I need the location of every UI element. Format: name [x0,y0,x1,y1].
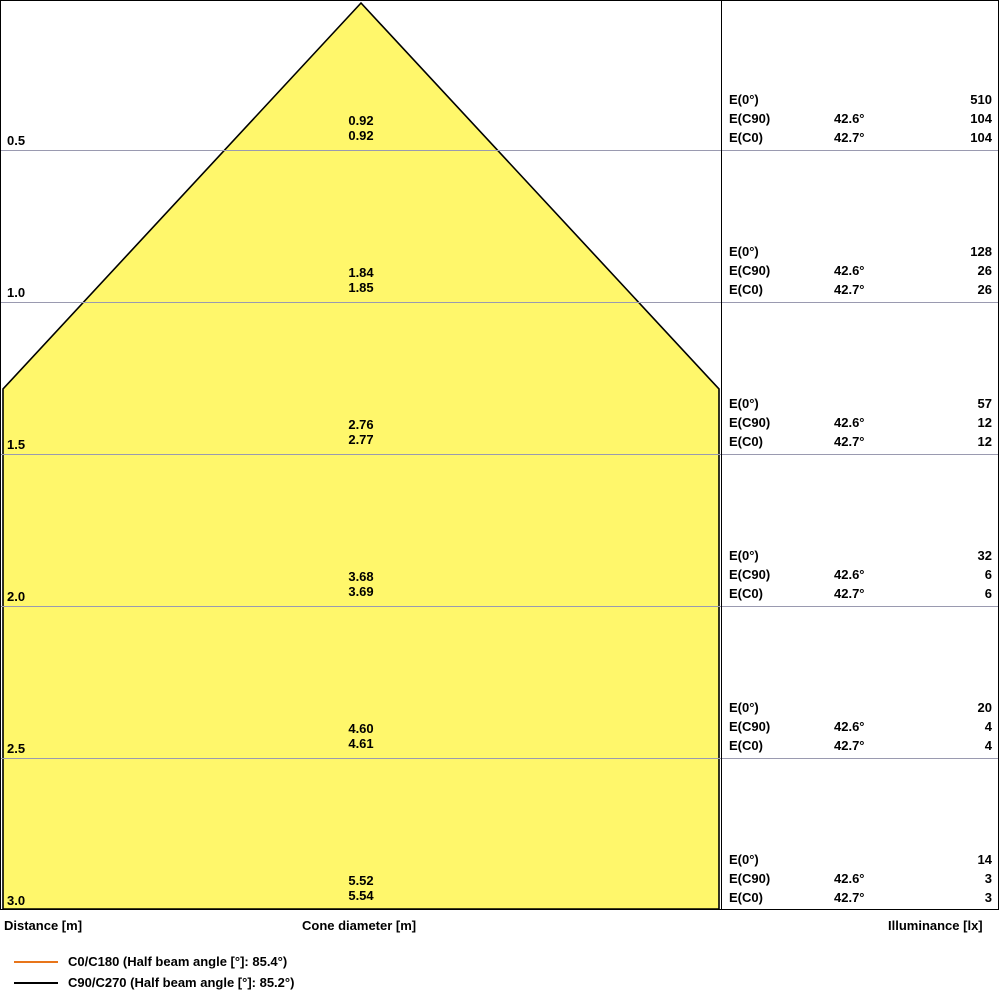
cone-diameter-c0: 0.92 [348,113,374,128]
legend [14,952,714,994]
axis-label-distance: Distance [m] [4,918,83,933]
illuminance-plane-label: E(0°) [729,92,759,107]
illuminance-value: 104 [970,130,992,145]
illuminance-value: 32 [977,548,992,563]
beam-angle-value: 42.7° [834,434,865,449]
illuminance-value: 4 [984,719,992,734]
illuminance-row [722,869,999,888]
cone-diameter-c0: 3.68 [348,569,374,584]
cone-diameter-c90: 1.85 [348,280,374,295]
legend-label-c0: C0/C180 (Half beam angle [°]: 85.4°) [68,954,288,969]
legend-item-c90 [14,973,714,994]
distance-label-1-5: 1.5 [7,437,26,452]
illuminance-value: 128 [970,244,992,259]
illuminance-value: 4 [984,738,992,753]
legend-label-c90: C90/C270 (Half beam angle [°]: 85.2°) [68,975,295,990]
illuminance-value: 57 [977,396,992,411]
illuminance-row [722,888,999,907]
beam-angle-value: 42.6° [834,415,865,430]
gridline-2-5 [1,758,999,759]
beam-angle-value: 42.7° [834,586,865,601]
beam-angle-value: 42.6° [834,263,865,278]
illuminance-row [722,584,999,603]
gridline-1-5 [1,454,999,455]
illuminance-value: 14 [977,852,992,867]
illuminance-group-1-5 [722,394,999,451]
illuminance-row [722,261,999,280]
illuminance-plane-label: E(0°) [729,396,759,411]
illuminance-row [722,413,999,432]
gridline-2-0 [1,606,999,607]
illuminance-value: 3 [984,871,992,886]
illuminance-group-1-0 [722,242,999,299]
cone-diameter-c90: 5.54 [348,888,374,903]
cone-diameter-c0: 1.84 [348,265,374,280]
illuminance-value: 104 [970,111,992,126]
illuminance-group-2-5 [722,698,999,755]
illuminance-value: 26 [977,263,992,278]
beam-angle-value: 42.7° [834,282,865,297]
illuminance-row [722,128,999,147]
illuminance-plane-label: E(0°) [729,852,759,867]
illuminance-row [722,717,999,736]
illuminance-plane-label: E(C90) [729,871,771,886]
illuminance-plane-label: E(C0) [729,434,763,449]
legend-swatch-icon [14,982,58,984]
distance-label-3-0: 3.0 [7,893,26,908]
illuminance-row [722,109,999,128]
illuminance-plane-label: E(C0) [729,282,763,297]
illuminance-plane-label: E(C0) [729,130,763,145]
illuminance-plane-label: E(C0) [729,738,763,753]
cone-diameter-c0: 5.52 [348,873,374,888]
illuminance-value: 510 [970,92,992,107]
axis-label-illuminance: Illuminance [lx] [888,918,983,933]
cone-diameter-c90: 3.69 [348,584,374,599]
beam-angle-value: 42.7° [834,130,865,145]
illuminance-row [722,546,999,565]
cone-diameter-c90: 2.77 [348,432,374,447]
illuminance-plane-label: E(C90) [729,719,771,734]
beam-angle-value: 42.6° [834,719,865,734]
illuminance-plane-label: E(C0) [729,586,763,601]
distance-label-2-5: 2.5 [7,741,26,756]
distance-label-2-0: 2.0 [7,589,26,604]
illuminance-row [722,698,999,717]
gridline-1-0 [1,302,999,303]
cone-diameter-c0: 4.60 [348,721,374,736]
illuminance-value: 26 [977,282,992,297]
distance-label-0-5: 0.5 [7,133,26,148]
cone-diameter-group-2-0 [1,569,721,599]
beam-angle-value: 42.7° [834,738,865,753]
illuminance-value: 6 [984,586,992,601]
illuminance-value: 3 [984,890,992,905]
illuminance-group-0-5 [722,90,999,147]
illuminance-row [722,850,999,869]
cone-diameter-group-0-5 [1,113,721,143]
illuminance-row [722,90,999,109]
cone-diameter-c90: 4.61 [348,736,374,751]
beam-angle-value: 42.6° [834,111,865,126]
illuminance-value: 20 [977,700,992,715]
illuminance-row [722,565,999,584]
illuminance-value: 12 [977,415,992,430]
cone-diameter-c0: 2.76 [348,417,374,432]
cone-diameter-group-1-5 [1,417,721,447]
illuminance-plane-label: E(C90) [729,415,771,430]
beam-angle-value: 42.6° [834,871,865,886]
legend-swatch-icon [14,961,58,963]
illuminance-plane-label: E(0°) [729,700,759,715]
beam-angle-value: 42.7° [834,890,865,905]
illuminance-plane-label: E(0°) [729,548,759,563]
illuminance-group-3-0 [722,850,999,907]
axis-label-cone-diameter: Cone diameter [m] [302,918,417,933]
illuminance-row [722,736,999,755]
illuminance-plane-label: E(C90) [729,567,771,582]
illuminance-row [722,280,999,299]
illuminance-row [722,394,999,413]
illuminance-plane-label: E(C0) [729,890,763,905]
illuminance-group-2-0 [722,546,999,603]
illuminance-plane-label: E(0°) [729,244,759,259]
cone-diameter-group-1-0 [1,265,721,295]
illuminance-plane-label: E(C90) [729,263,771,278]
illuminance-plane-label: E(C90) [729,111,771,126]
illuminance-value: 6 [984,567,992,582]
illuminance-value: 12 [977,434,992,449]
gridline-0-5 [1,150,999,151]
cone-diameter-c90: 0.92 [348,128,374,143]
legend-item-c0 [14,952,714,973]
distance-label-1-0: 1.0 [7,285,26,300]
cone-diameter-group-2-5 [1,721,721,751]
illuminance-row [722,432,999,451]
illuminance-row [722,242,999,261]
beam-angle-value: 42.6° [834,567,865,582]
cone-diameter-group-3-0 [1,873,721,903]
